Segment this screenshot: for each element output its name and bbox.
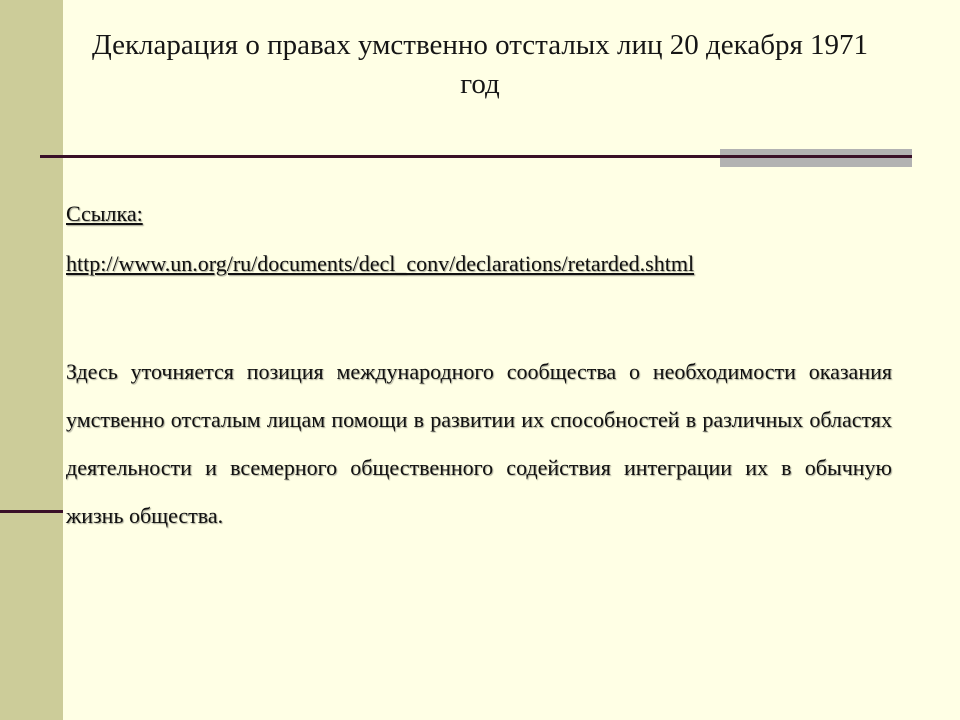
link-label: Ссылка: [66, 201, 143, 226]
title-rule-accent [720, 149, 912, 167]
side-bar [0, 0, 63, 720]
slide-body [66, 196, 892, 540]
link-url-line [66, 232, 892, 282]
body-paragraph: Здесь уточняется позиция международного сообщества о необходимости оказания умственно отсталым лицам помощи в развитии их способностей в различных областях деятельности и всемерного общественного содействия интеграции их в обычную жизнь общества. [66, 359, 892, 528]
link-url[interactable]: http://www.un.org/ru/documents/decl_conv/declarations/retarded.shtml [66, 251, 695, 276]
side-bar-divider [0, 510, 63, 513]
slide-title: Декларация о правах умственно отсталых лиц 20 декабря 1971 год [91, 29, 869, 100]
link-label-line [66, 196, 892, 232]
title-rule-accent-line [720, 155, 912, 158]
